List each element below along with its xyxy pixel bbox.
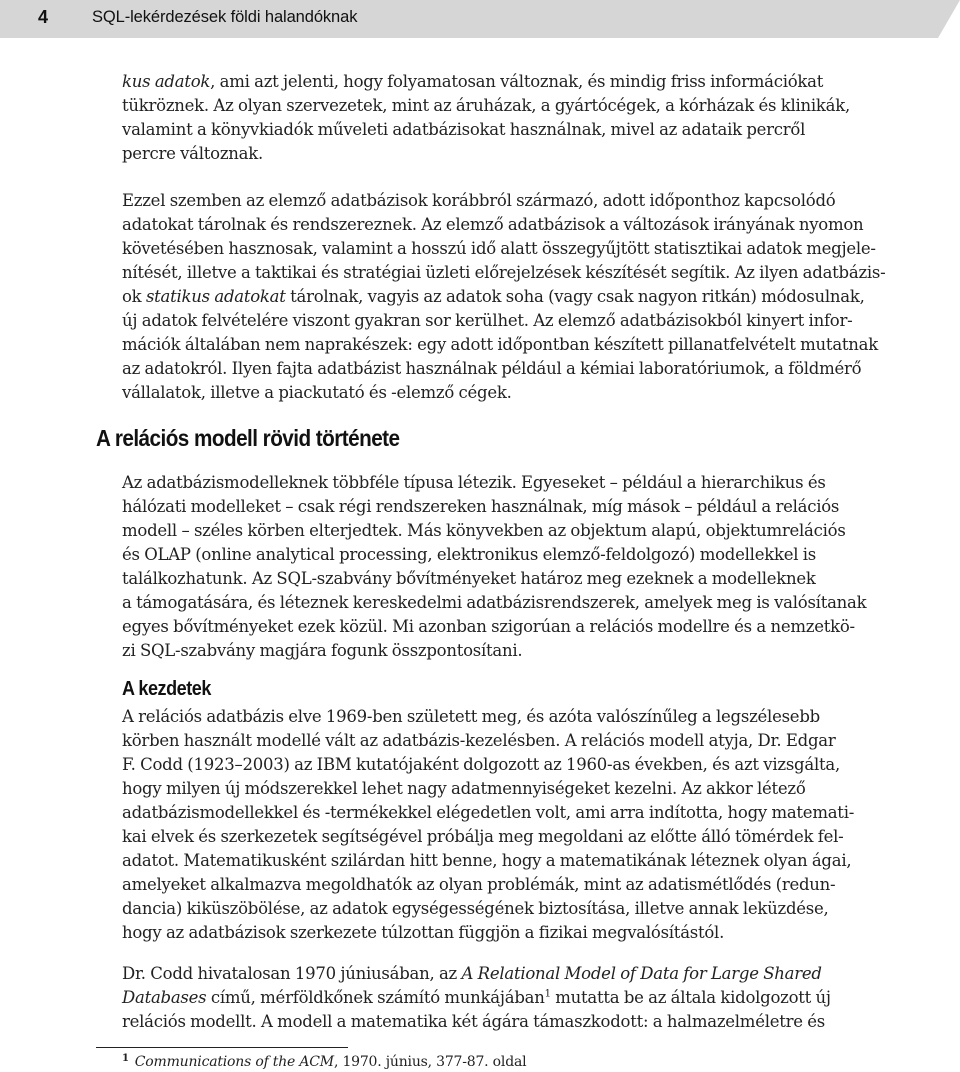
footnote-ref[interactable]: 1 (544, 988, 551, 1000)
page-number: 4 (38, 7, 49, 27)
paper-title-cont: Databases (122, 988, 207, 1007)
paper-title: A Relational Model of Data for Large Shared (461, 964, 822, 983)
paragraph-5: Dr. Codd hivatalosan 1970 júniusában, az A Relational Model of Data for Large Shared Databases című, mérföldkőnek számító munkájában$^1$ mutatta be az általa kidolgozott új relációs modellt. A modell a matematika két ágára támaszkodott: a halmazelméletre és (122, 964, 831, 1031)
running-header (0, 0, 960, 38)
footnote-source: Communications of the ACM (134, 1054, 334, 1070)
term-dynamic-data: kus adatok (122, 72, 211, 91)
paragraph-1: kus adatok, ami azt jelenti, hogy folyamatosan változnak, és mindig friss információkat tükröznek. Az olyan szervezetek, mint az áruházak, a gyártócégek, a kórházak és klinikák, valamint a könyvkiadók műveleti adatbázisokat használnak, mivel az adataik percről percre változnak. (122, 72, 850, 163)
footnote: $^1$ Communications of the ACM, 1970. június, 377-87. oldal (122, 1053, 527, 1070)
section-heading: A relációs modell rövid története (96, 425, 400, 451)
paragraph-2: Ezzel szemben az elemző adatbázisok korábbról származó, adott időponthoz kapcsolódó adatokat tárolnak és rendszereznek. Az elemző adatbázisok a változások irányának nyomon követésében hasznosak, valamint a hosszú idő alatt összegyűjtött statisztikai adatok megjele- nítését, illetve a taktikai és stratégiai üzleti előrejelzések készítését segítik. Az ilyen adatbázis- ok statikus adatokat tárolnak, vagyis az adatok soha (vagy csak nagyon ritkán) módosulnak, új adatok felvételére viszont gyakran sor kerülhet. Az elemző adatbázisokból kinyert infor- mációk általában nem naprakészek: egy adott időpontban készített pillanatfelvételt mutatnak az adatokról. Ilyen fajta adatbázist használnak például a kémiai laboratóriumok, a földmérő vállalatok, illetve a piackutató és -elemző cégek. (122, 191, 886, 402)
running-title: SQL-lekérdezések földi halandóknak (92, 8, 358, 26)
term-static-data: statikus adatokat (145, 287, 286, 306)
subsection-heading: A kezdetek (122, 678, 211, 700)
paragraph-4: A relációs adatbázis elve 1969-ben született meg, és azóta valószínűleg a legszélesebb körben használt modellé vált az adatbázis-kezelésben. A relációs modell atyja, Dr. Edgar F. Codd (1923–2003) az IBM kutatójaként dolgozott az 1960-as években, és azt vizsgálta, hogy milyen új módszerekkel lehet nagy adatmennyiségeket kezelni. Az akkor létező adatbázismodellekkel és -termékekkel elégedetlen volt, ami arra indította, hogy matemati- kai elvek és szerkezetek segítségével próbálja meg megoldani az előtte álló tömérdek fel- adatot. Matematikusként szilárdan hitt benne, hogy a matematikának léteznek olyan ágai, amelyeket alkalmazva megoldhatók az olyan problémák, mint az adatismétlődés (redun- dancia) kiküszöbölése, az adatok egységességének biztosítása, illetve annak leküzdése, hogy az adatbázisok szerkezete túlzottan függjön a fizikai megvalósítástól. (122, 707, 855, 942)
paragraph-3: Az adatbázismodelleknek többféle típusa létezik. Egyeseket – például a hierarchikus és hálózati modelleket – csak régi rendszereken használnak, míg mások – például a relációs modell – széles körben elterjedtek. Más könyvekben az objektum alapú, objektumrelációs és OLAP (online analytical processing, elektronikus elemző-feldolgozó) modellekkel is találkozhatunk. Az SQL-szabvány bővítményeket határoz meg ezeknek a modelleknek a támogatására, és léteznek kereskedelmi adatbázisrendszerek, amelyek meg is valósítanak egyes bővítményeket ezek közül. Mi azonban szigorúan a relációs modellre és a nemzetkö- zi SQL-szabvány magjára fogunk összpontosítani. (122, 473, 867, 660)
footnote-divider (96, 1047, 348, 1048)
footnote-mark: 1 (122, 1053, 129, 1064)
